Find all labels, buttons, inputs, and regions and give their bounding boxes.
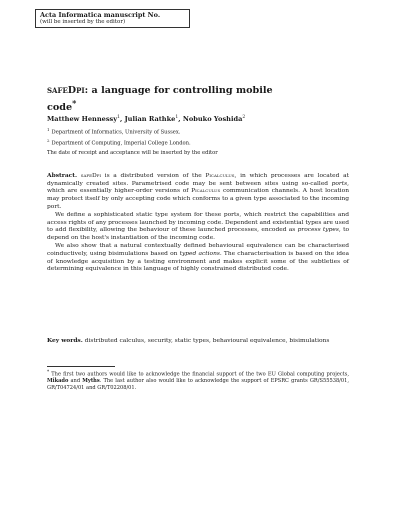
- received-date-note: The date of receipt and acceptance will be inserted by the editor: [47, 150, 218, 156]
- author-separator: ,: [119, 115, 125, 124]
- author-name: Julian Rathke: [124, 115, 176, 124]
- calculus-name: Picalculus: [191, 188, 221, 195]
- footnote-text: The first two authors would like to acknowledge the financial support of the two EU Global computing projects,: [49, 371, 349, 378]
- affiliation-item: [47, 137, 327, 148]
- abstract-text: . The characterisation is based on the idea of knowledge acquisition by a testing environment and makes explicit some of the subtleties of determining equivalence in this language of highly constrained distributed code.: [47, 251, 349, 273]
- abstract: [47, 172, 349, 275]
- abstract-label: Abstract.: [47, 172, 78, 179]
- keywords-text: distributed calculus, security, static types, behavioural equivalence, bisimulations: [82, 338, 330, 344]
- footnote-text: and: [68, 378, 83, 385]
- author-name: Nobuko Yoshida: [182, 115, 243, 124]
- abstract-text: , in which processes are located at dynamically created sites. Parametrised code may be sent between sites using so-called: [47, 173, 349, 187]
- abstract-text: We define a sophisticated static type system for these ports, which restrict the capabilities and access rights of any processes launched by incoming code. Dependent and existential types are used to add flexibility, allowing the behaviour of these launched processes, encoded as: [47, 212, 349, 234]
- affiliation-number: 2: [47, 138, 50, 144]
- calculus-name: Picalculus: [205, 173, 235, 179]
- abstract-text: is a distributed version of the: [101, 173, 206, 179]
- author-affil-mark: 2: [242, 115, 246, 120]
- title-system-name: safeDpi: [47, 85, 85, 96]
- project-name: Mikado: [47, 378, 69, 385]
- abstract-text: We also show that a natural contextually defined behavioural equivalence can be characterised coinductively, using bisimulations based on: [47, 243, 349, 258]
- footnote-rule: [47, 366, 115, 367]
- author-name: Matthew Hennessy: [47, 115, 118, 124]
- abstract-paragraph: [47, 212, 349, 243]
- footnote: [47, 370, 349, 392]
- emphasis-term: process types: [297, 227, 339, 234]
- emphasis-term: typed actions: [179, 251, 220, 258]
- journal-name: Acta Informatica manuscript No.: [40, 11, 161, 19]
- footnote-mark: *: [47, 370, 50, 375]
- journal-header-box: [35, 9, 190, 28]
- emphasis-term: ports: [331, 180, 348, 187]
- abstract-text: , which are essentially higher-order versions of: [47, 180, 349, 195]
- keywords-label: Key words.: [47, 337, 83, 344]
- affiliation-list: [47, 126, 327, 148]
- abstract-paragraph: [47, 172, 349, 212]
- abstract-text: , to depend on the host's instantiation of the incoming code.: [47, 227, 349, 242]
- journal-note: (will be inserted by the editor): [40, 19, 126, 25]
- footnote-text: . The last author also would like to acknowledge the support of EPSRC grants GR/S55538/01, GR/T04724/01 and GR/T02208/01.: [47, 378, 349, 392]
- abstract-text: communication channels. A host location may protect itself by only accepting code which conforms to a given type associated to the incoming port.: [47, 188, 349, 210]
- author-separator: ,: [178, 115, 183, 124]
- affiliation-number: 1: [47, 127, 50, 132]
- paper-title: [47, 85, 277, 114]
- author-affil-mark: 1: [175, 115, 179, 120]
- affiliation-text: Department of Computing, Imperial College London.: [51, 140, 191, 147]
- author-list: [47, 113, 307, 124]
- keywords: [47, 337, 349, 346]
- affiliation-text: Department of Informatics, University of Sussex.: [51, 129, 181, 136]
- affiliation-item: [47, 126, 327, 137]
- project-name: Myths: [82, 378, 100, 385]
- abstract-paragraph: [47, 243, 349, 274]
- title-footnote-mark: *: [72, 98, 77, 108]
- title-text: : a language for controlling mobile code: [47, 85, 273, 114]
- system-name: safeDpi: [80, 173, 102, 179]
- author-affil-mark: 1: [117, 115, 120, 120]
